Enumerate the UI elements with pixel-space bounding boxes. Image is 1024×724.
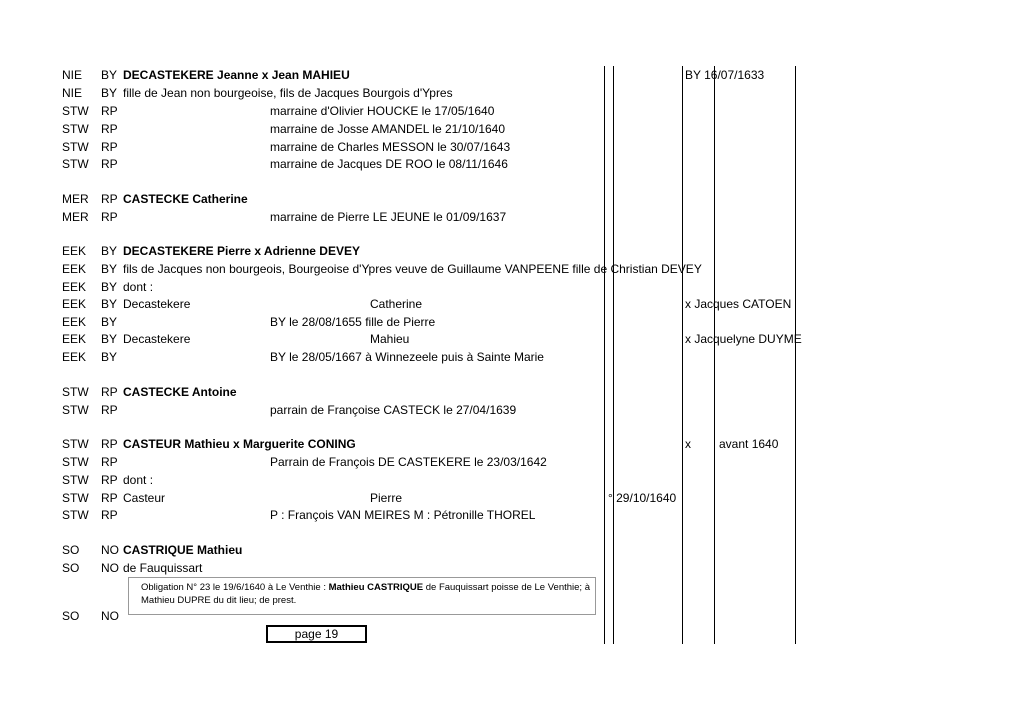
- event-detail: marraine de Pierre LE JEUNE le 01/09/1637: [270, 210, 507, 224]
- parish-code: MER: [62, 192, 89, 206]
- person-entry: dont :: [123, 280, 154, 294]
- marriage-date: avant 1640: [719, 437, 779, 451]
- given-name: Mahieu: [370, 332, 410, 346]
- register-code: BY: [101, 315, 118, 329]
- event-detail: BY le 28/08/1655 fille de Pierre: [270, 315, 436, 329]
- parish-code: STW: [62, 508, 89, 522]
- parish-code: EEK: [62, 244, 87, 258]
- register-code: BY: [101, 244, 118, 258]
- event-detail: Parrain de François DE CASTEKERE le 23/03/1642: [270, 455, 547, 469]
- marriage-info: x Jacques CATOEN: [685, 297, 792, 311]
- birth-date: ° 29/10/1640: [608, 491, 677, 505]
- person-entry: CASTRIQUE Mathieu: [123, 543, 243, 557]
- person-entry: fille de Jean non bourgeoise, fils de Jacques Bourgois d'Ypres: [123, 86, 453, 100]
- parish-code: EEK: [62, 315, 87, 329]
- note-name: Mathieu CASTRIQUE: [328, 582, 424, 593]
- register-code: NO: [101, 609, 119, 623]
- parish-code: STW: [62, 437, 89, 451]
- register-code: RP: [101, 508, 118, 522]
- column-rule: [604, 66, 605, 644]
- register-code: NO: [101, 561, 119, 575]
- register-code: BY: [101, 332, 118, 346]
- parish-code: STW: [62, 403, 89, 417]
- event-detail: P : François VAN MEIRES M : Pétronille THOREL: [270, 508, 536, 522]
- parish-code: EEK: [62, 350, 87, 364]
- given-name: Pierre: [370, 491, 403, 505]
- register-code: NO: [101, 543, 119, 557]
- parish-code: MER: [62, 210, 89, 224]
- marriage-info: x Jacquelyne DUYME: [685, 332, 802, 346]
- parish-code: STW: [62, 104, 89, 118]
- event-detail: BY le 28/05/1667 à Winnezeele puis à Sainte Marie: [270, 350, 544, 364]
- register-code: RP: [101, 192, 118, 206]
- event-detail: marraine d'Olivier HOUCKE le 17/05/1640: [270, 104, 495, 118]
- column-rule: [613, 66, 614, 644]
- parish-code: STW: [62, 455, 89, 469]
- register-code: RP: [101, 210, 118, 224]
- parish-code: NIE: [62, 86, 83, 100]
- person-entry: CASTECKE Antoine: [123, 385, 237, 399]
- parish-code: STW: [62, 473, 89, 487]
- parish-code: SO: [62, 609, 80, 623]
- person-entry: DECASTEKERE Pierre x Adrienne DEVEY: [123, 244, 360, 258]
- register-code: BY: [101, 86, 118, 100]
- column-rule: [714, 66, 715, 644]
- marriage-info: BY 16/07/1633: [685, 68, 765, 82]
- person-entry: Casteur: [123, 491, 166, 505]
- parish-code: EEK: [62, 280, 87, 294]
- column-rule: [795, 66, 796, 644]
- register-code: RP: [101, 104, 118, 118]
- column-rule: [682, 66, 683, 644]
- parish-code: STW: [62, 385, 89, 399]
- marriage-info: x: [685, 437, 691, 451]
- event-detail: marraine de Josse AMANDEL le 21/10/1640: [270, 122, 506, 136]
- register-code: RP: [101, 455, 118, 469]
- event-detail: marraine de Charles MESSON le 30/07/1643: [270, 140, 511, 154]
- event-detail: marraine de Jacques DE ROO le 08/11/1646: [270, 157, 508, 171]
- parish-code: EEK: [62, 332, 87, 346]
- page-number: page 19: [266, 625, 367, 643]
- register-code: RP: [101, 157, 118, 171]
- parish-code: STW: [62, 491, 89, 505]
- register-code: RP: [101, 122, 118, 136]
- register-code: RP: [101, 437, 118, 451]
- parish-code: STW: [62, 122, 89, 136]
- parish-code: NIE: [62, 68, 83, 82]
- person-entry: de Fauquissart: [123, 561, 203, 575]
- person-entry: Decastekere: [123, 297, 191, 311]
- register-code: BY: [101, 68, 118, 82]
- register-code: BY: [101, 297, 118, 311]
- parish-code: EEK: [62, 297, 87, 311]
- event-detail: parrain de Françoise CASTECK le 27/04/1639: [270, 403, 517, 417]
- register-code: RP: [101, 491, 118, 505]
- register-code: RP: [101, 385, 118, 399]
- register-code: RP: [101, 403, 118, 417]
- person-entry: Decastekere: [123, 332, 191, 346]
- register-code: RP: [101, 473, 118, 487]
- person-entry: dont :: [123, 473, 154, 487]
- obligation-note: [128, 577, 596, 615]
- parish-code: SO: [62, 561, 80, 575]
- parish-code: SO: [62, 543, 80, 557]
- register-code: RP: [101, 140, 118, 154]
- register-code: BY: [101, 262, 118, 276]
- parish-code: STW: [62, 140, 89, 154]
- note-suffix: de Fauquissart poisse de Le Venthie; à Mathieu DUPRE du dit lieu; de prest.: [141, 582, 590, 606]
- register-code: BY: [101, 280, 118, 294]
- register-code: BY: [101, 350, 118, 364]
- parish-code: STW: [62, 157, 89, 171]
- person-entry: fils de Jacques non bourgeois, Bourgeoise d'Ypres veuve de Guillaume VANPEENE fille de Christian DEVEY: [123, 262, 702, 276]
- parish-code: EEK: [62, 262, 87, 276]
- note-prefix: Obligation N° 23 le 19/6/1640 à Le Venthie :: [141, 582, 329, 593]
- given-name: Catherine: [370, 297, 423, 311]
- person-entry: CASTECKE Catherine: [123, 192, 248, 206]
- person-entry: CASTEUR Mathieu x Marguerite CONING: [123, 437, 356, 451]
- person-entry: DECASTEKERE Jeanne x Jean MAHIEU: [123, 68, 350, 82]
